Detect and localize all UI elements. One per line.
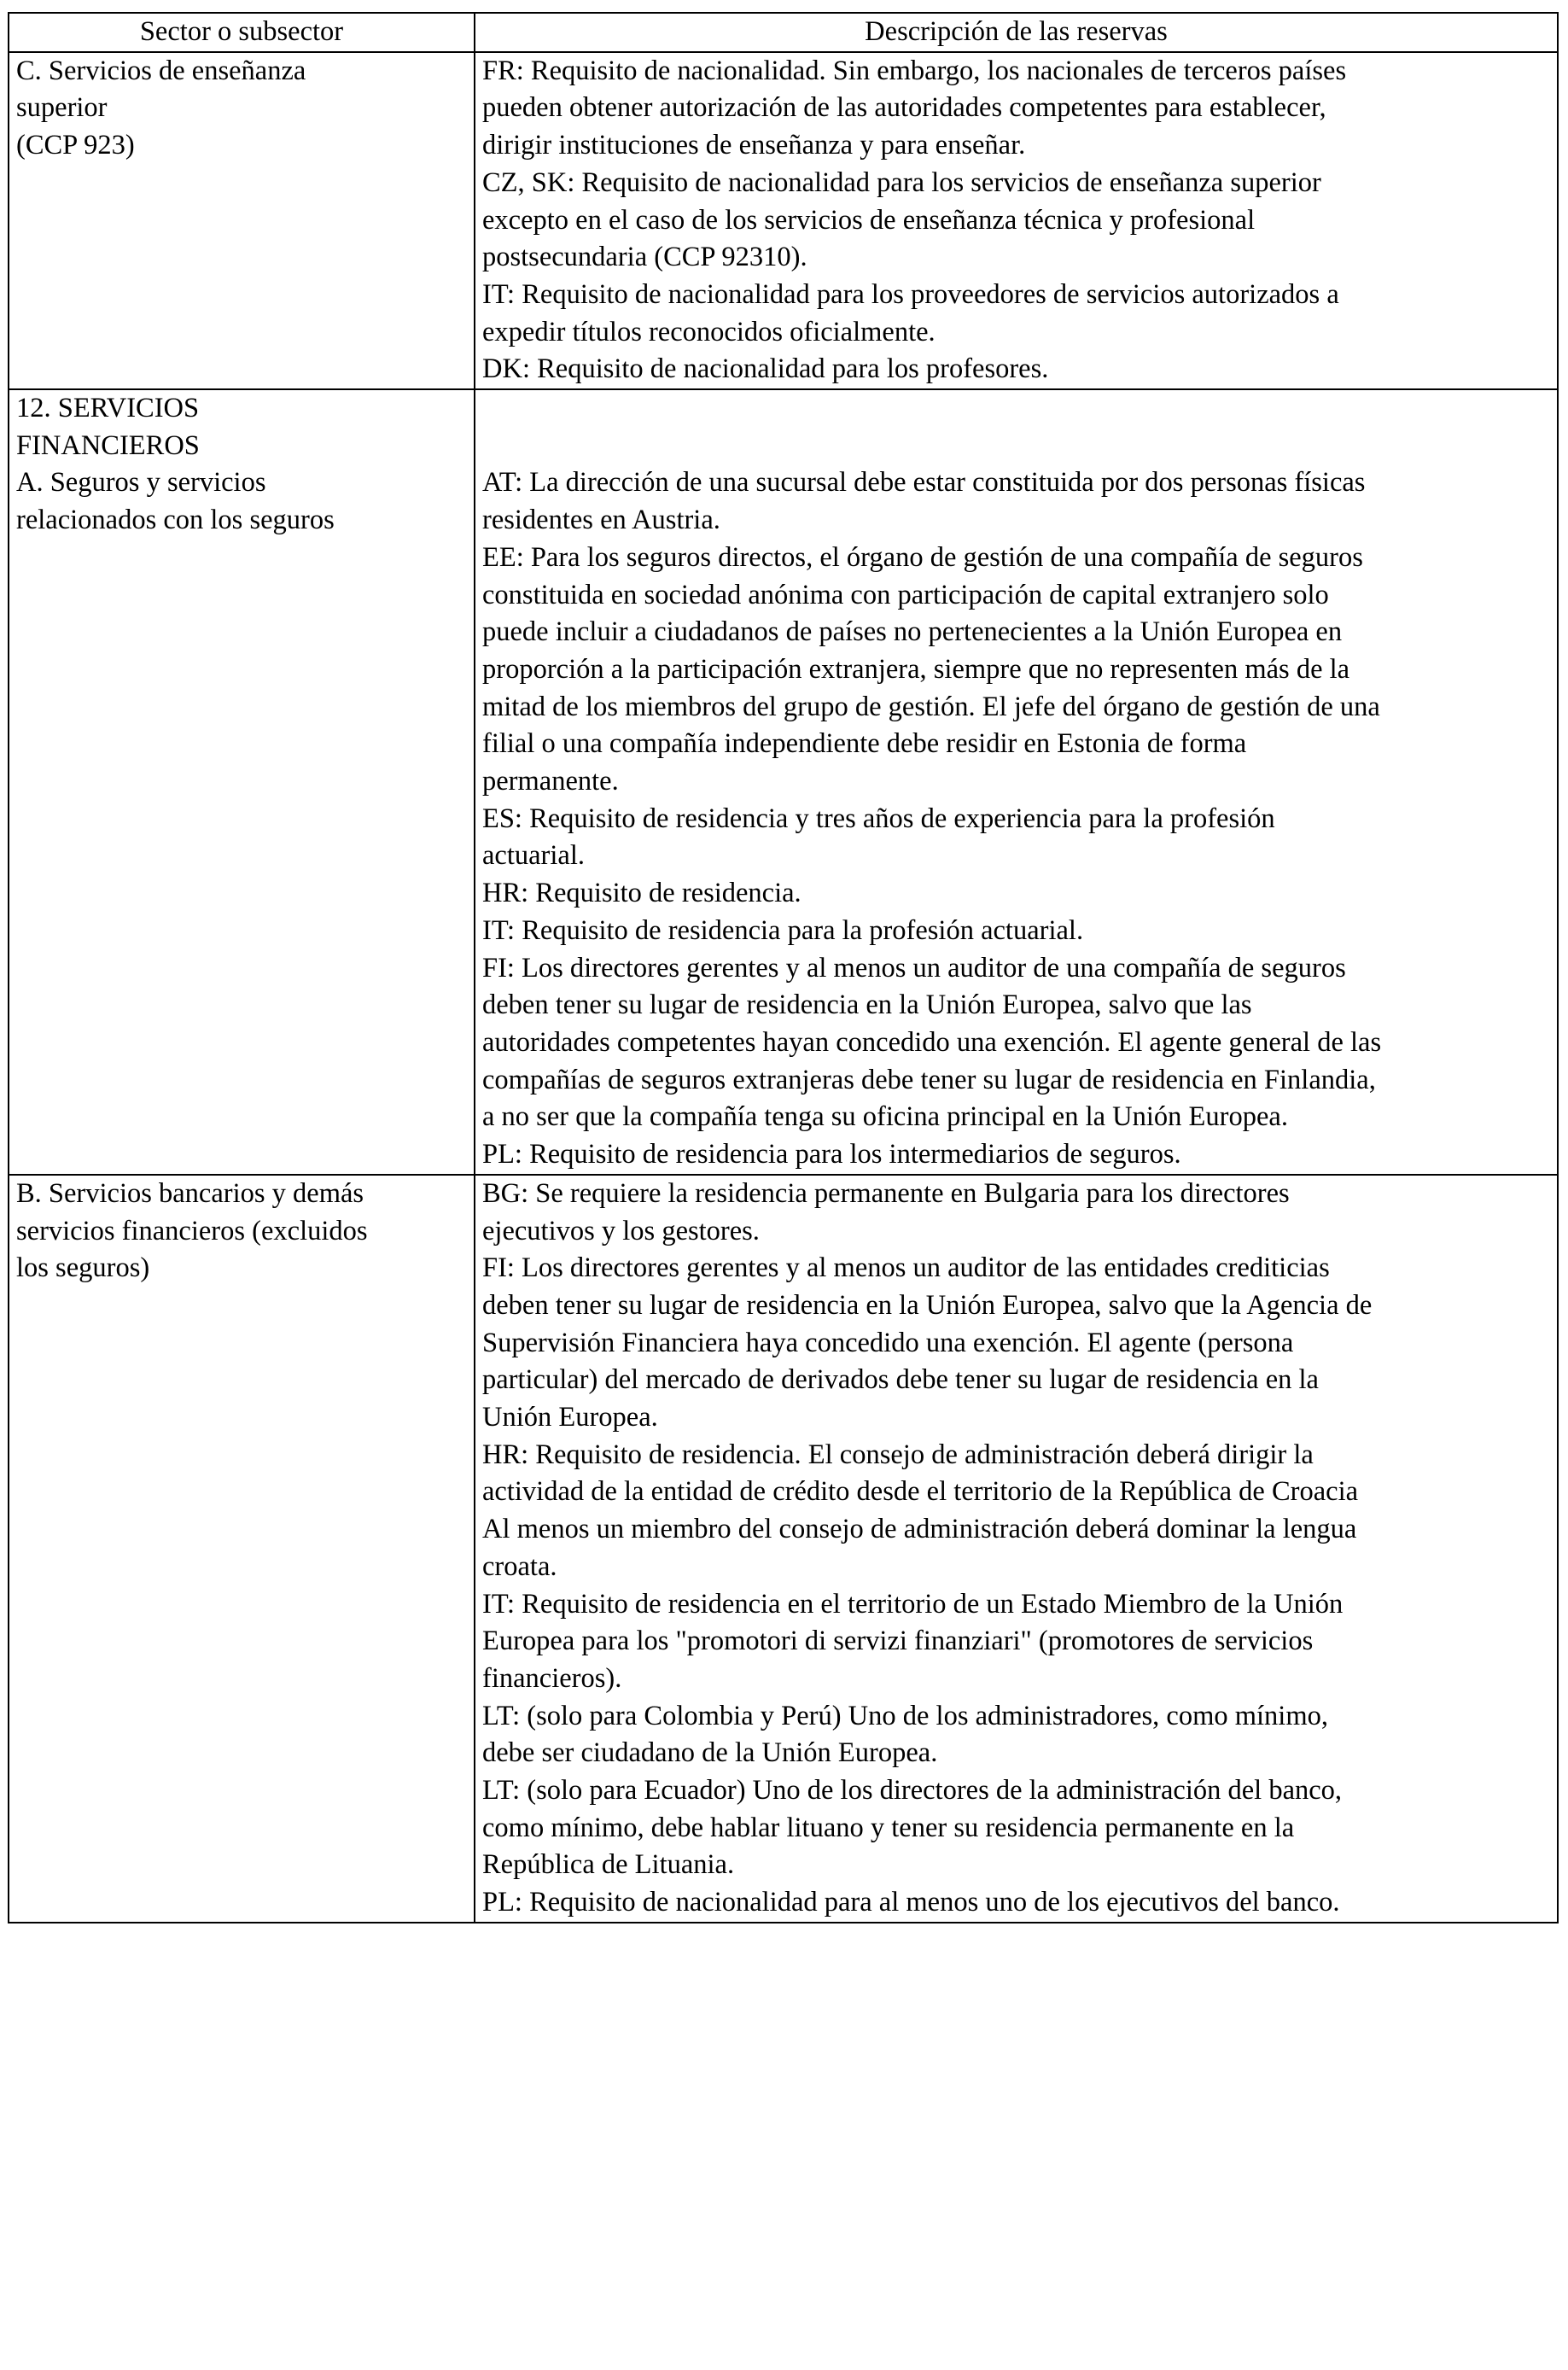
reserve-fr [482, 53, 1550, 165]
table-row [9, 389, 1558, 1175]
reservations-table [8, 12, 1559, 1923]
reserve-hr [482, 1437, 1550, 1586]
reserve-it [482, 277, 1550, 351]
description-cell [475, 389, 1558, 1175]
reserve-it [482, 913, 1550, 950]
header-row [9, 13, 1558, 52]
header-description: Descripción de las reservas [475, 13, 1558, 52]
reserve-line: dirigir instituciones de enseñanza y para enseñar. [482, 130, 1026, 161]
reserve-line: mitad de los miembros del grupo de gestión. El jefe del órgano de gestión de una [482, 691, 1380, 722]
reserve-line: puede incluir a ciudadanos de países no pertenecientes a la Unión Europea en [482, 616, 1343, 648]
reserve-bg [482, 1176, 1550, 1250]
sector-line: FINANCIEROS [16, 429, 200, 461]
header-sector: Sector o subsector [9, 13, 475, 52]
reserve-line: DK: Requisito de nacionalidad para los profesores. [482, 353, 1049, 385]
reserve-line: debe ser ciudadano de la Unión Europea. [482, 1737, 938, 1769]
reserve-line: IT: Requisito de residencia en el territorio de un Estado Miembro de la Unión [482, 1588, 1344, 1620]
reserve-line: HR: Requisito de residencia. El consejo de administración deberá dirigir la [482, 1439, 1314, 1470]
sector-line: B. Servicios bancarios y demás [16, 1177, 364, 1209]
reserve-line: IT: Requisito de residencia para la profesión actuarial. [482, 914, 1084, 946]
description-cell [475, 1175, 1558, 1923]
reserve-line: Al menos un miembro del consejo de administración deberá dominar la lengua [482, 1514, 1357, 1545]
reserve-line: residentes en Austria. [482, 505, 720, 536]
reserve-line: República de Lituania. [482, 1849, 735, 1881]
reserve-line: FR: Requisito de nacionalidad. Sin embargo, los nacionales de terceros países [482, 55, 1347, 86]
table-row [9, 1175, 1558, 1923]
reserve-line: postsecundaria (CCP 92310). [482, 242, 807, 273]
reserve-line: filial o una compañía independiente debe residir en Estonia de forma [482, 728, 1247, 760]
reserve-line: particular) del mercado de derivados debe tener su lugar de residencia en la [482, 1364, 1319, 1396]
sector-line: superior [16, 92, 108, 124]
reserve-line: actividad de la entidad de crédito desde el territorio de la República de Croacia [482, 1476, 1359, 1508]
reserve-line: deben tener su lugar de residencia en la Unión Europea, salvo que la Agencia de [482, 1289, 1373, 1321]
sector-line: 12. SERVICIOS [16, 393, 200, 424]
blank-line [482, 390, 1550, 428]
blank-line [482, 428, 1550, 465]
reserve-line: como mínimo, debe hablar lituano y tener su residencia permanente en la [482, 1812, 1295, 1843]
reserve-fi [482, 1250, 1550, 1437]
reserve-line: permanente. [482, 766, 619, 797]
reserve-line: CZ, SK: Requisito de nacionalidad para los servicios de enseñanza superior [482, 166, 1321, 198]
reserve-line: deben tener su lugar de residencia en la Unión Europea, salvo que las [482, 989, 1252, 1021]
reserve-line: excepto en el caso de los servicios de enseñanza técnica y profesional [482, 204, 1256, 236]
reserve-line: AT: La dirección de una sucursal debe estar constituida por dos personas físicas [482, 467, 1366, 499]
reserve-line: constituida en sociedad anónima con participación de capital extranjero solo [482, 579, 1329, 610]
reserve-cz-sk [482, 165, 1550, 277]
reserve-line: HR: Requisito de residencia. [482, 878, 801, 909]
reserve-line: Unión Europea. [482, 1402, 658, 1433]
reserve-line: FI: Los directores gerentes y al menos un auditor de una compañía de seguros [482, 952, 1346, 984]
table-row [9, 52, 1558, 389]
reserve-line: financieros). [482, 1662, 622, 1694]
reserve-line: compañías de seguros extranjeras debe tener su lugar de residencia en Finlandia, [482, 1064, 1376, 1095]
reserve-line: a no ser que la compañía tenga su oficina principal en la Unión Europea. [482, 1101, 1288, 1133]
sector-line: A. Seguros y servicios [16, 467, 266, 499]
reserve-line: proporción a la participación extranjera, siempre que no representen más de la [482, 653, 1350, 685]
sector-line: C. Servicios de enseñanza [16, 55, 306, 86]
reserve-line: croata. [482, 1550, 557, 1582]
reserve-line: autoridades competentes hayan concedido una exención. El agente general de las [482, 1026, 1382, 1058]
reserve-line: BG: Se requiere la residencia permanente en Bulgaria para los directores [482, 1177, 1290, 1209]
sector-cell [9, 389, 475, 1175]
sector-line: relacionados con los seguros [16, 505, 335, 536]
sector-cell [9, 1175, 475, 1923]
reserve-line: EE: Para los seguros directos, el órgano de gestión de una compañía de seguros [482, 541, 1363, 573]
reserve-line: pueden obtener autorización de las autoridades competentes para establecer, [482, 92, 1326, 124]
sector-line: los seguros) [16, 1252, 150, 1284]
reserve-line: IT: Requisito de nacionalidad para los proveedores de servicios autorizados a [482, 278, 1339, 310]
description-cell [475, 52, 1558, 389]
reserve-lt-ecuador [482, 1772, 1550, 1884]
reserve-line: actuarial. [482, 840, 585, 872]
reserve-lt-colombia-peru [482, 1698, 1550, 1772]
reserve-hr [482, 875, 1550, 913]
sector-line: (CCP 923) [16, 130, 135, 161]
reserve-at [482, 464, 1550, 539]
reserve-fi [482, 950, 1550, 1137]
reserve-it [482, 1586, 1550, 1698]
reserve-ee [482, 540, 1550, 801]
reserve-es [482, 801, 1550, 875]
reserve-line: LT: (solo para Ecuador) Uno de los directores de la administración del banco, [482, 1775, 1343, 1807]
sector-line: servicios financieros (excluidos [16, 1215, 368, 1246]
reserve-line: ejecutivos y los gestores. [482, 1215, 760, 1246]
reserve-dk [482, 351, 1550, 388]
reserve-line: ES: Requisito de residencia y tres años de experiencia para la profesión [482, 803, 1275, 834]
reserve-pl [482, 1136, 1550, 1174]
reserve-line: Europea para los "promotori di servizi finanziari" (promotores de servicios [482, 1626, 1314, 1657]
reserve-line: PL: Requisito de nacionalidad para al menos uno de los ejecutivos del banco. [482, 1887, 1340, 1918]
reserve-line: Supervisión Financiera haya concedido una exención. El agente (persona [482, 1327, 1294, 1358]
sector-cell [9, 52, 475, 389]
reserve-line: FI: Los directores gerentes y al menos un auditor de las entidades crediticias [482, 1252, 1330, 1284]
reserve-line: LT: (solo para Colombia y Perú) Uno de los administradores, como mínimo, [482, 1700, 1328, 1731]
reserve-pl [482, 1884, 1550, 1922]
reserve-line: PL: Requisito de residencia para los intermediarios de seguros. [482, 1139, 1181, 1170]
reserve-line: expedir títulos reconocidos oficialmente. [482, 316, 936, 347]
